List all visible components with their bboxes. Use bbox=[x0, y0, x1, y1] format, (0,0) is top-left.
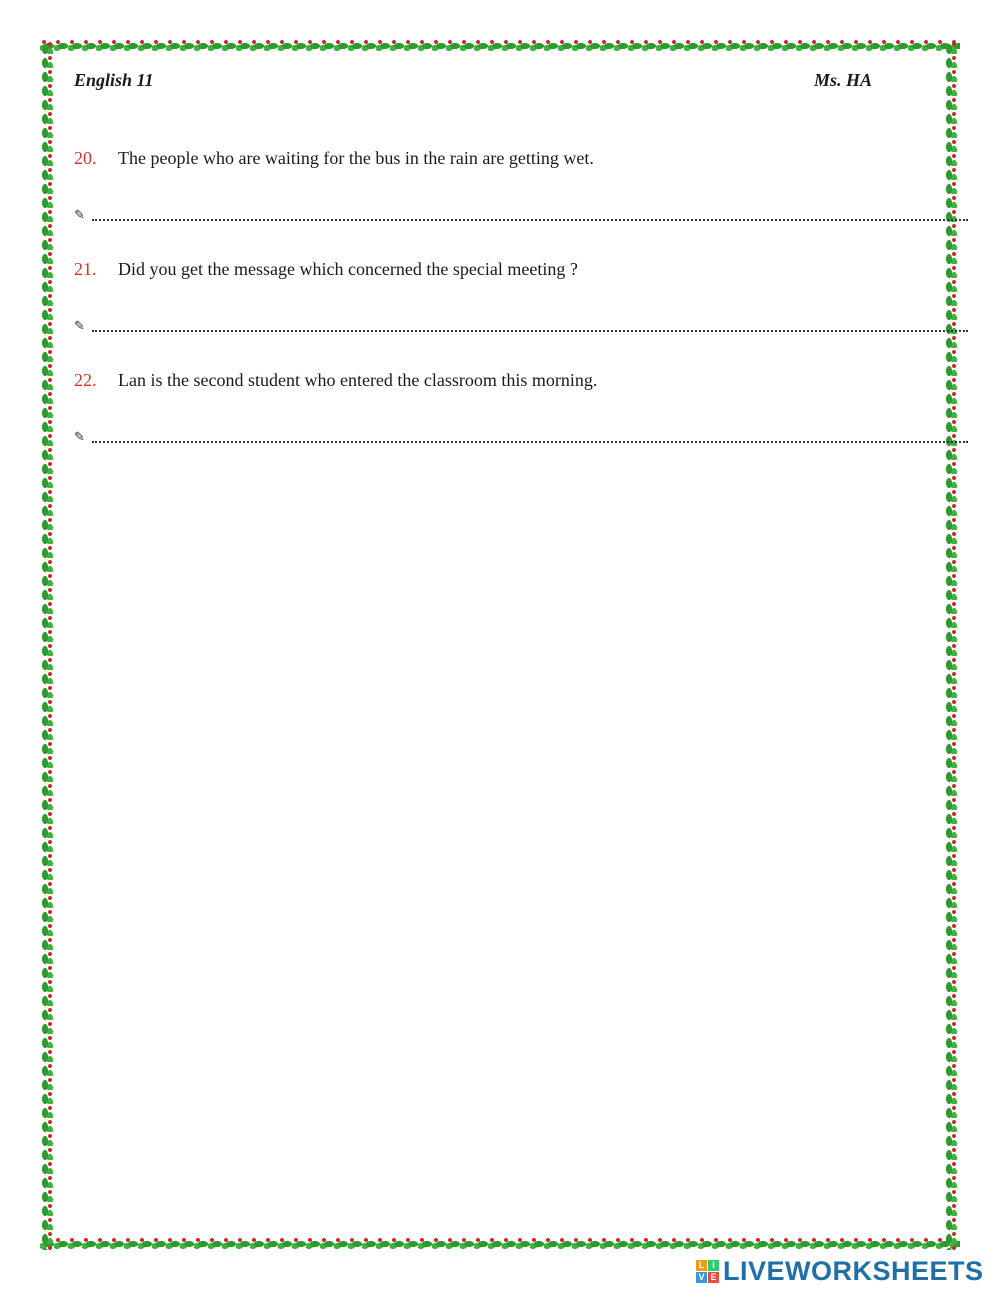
liveworksheets-logo bbox=[696, 1256, 984, 1286]
decorative-border-left bbox=[40, 40, 54, 1250]
answer-dotted-line bbox=[92, 219, 968, 221]
question-text: Lan is the second student who entered the classroom this morning. bbox=[118, 370, 598, 390]
teacher-name: Ms. HA bbox=[814, 70, 873, 90]
decorative-border-top bbox=[40, 38, 960, 52]
question-20 bbox=[74, 148, 594, 169]
question-number: 20. bbox=[74, 148, 97, 168]
answer-dotted-line bbox=[92, 330, 968, 332]
answer-line-21[interactable] bbox=[74, 314, 968, 334]
answer-line-22[interactable] bbox=[74, 425, 968, 445]
pencil-icon: ✎ bbox=[74, 318, 85, 333]
pencil-icon: ✎ bbox=[74, 207, 85, 222]
course-title: English 11 bbox=[74, 70, 154, 90]
question-22 bbox=[74, 370, 597, 391]
decorative-border-bottom bbox=[40, 1236, 960, 1250]
question-21 bbox=[74, 259, 578, 280]
answer-line-20[interactable] bbox=[74, 203, 968, 223]
question-number: 21. bbox=[74, 259, 97, 279]
question-number: 22. bbox=[74, 370, 97, 390]
pencil-icon: ✎ bbox=[74, 429, 85, 444]
question-text: The people who are waiting for the bus in the rain are getting wet. bbox=[118, 148, 594, 168]
answer-dotted-line bbox=[92, 441, 968, 443]
question-text: Did you get the message which concerned the special meeting ? bbox=[118, 259, 578, 279]
logo-mark-icon: L I V E bbox=[696, 1260, 719, 1283]
logo-text: LIVEWORKSHEETS bbox=[723, 1255, 984, 1286]
